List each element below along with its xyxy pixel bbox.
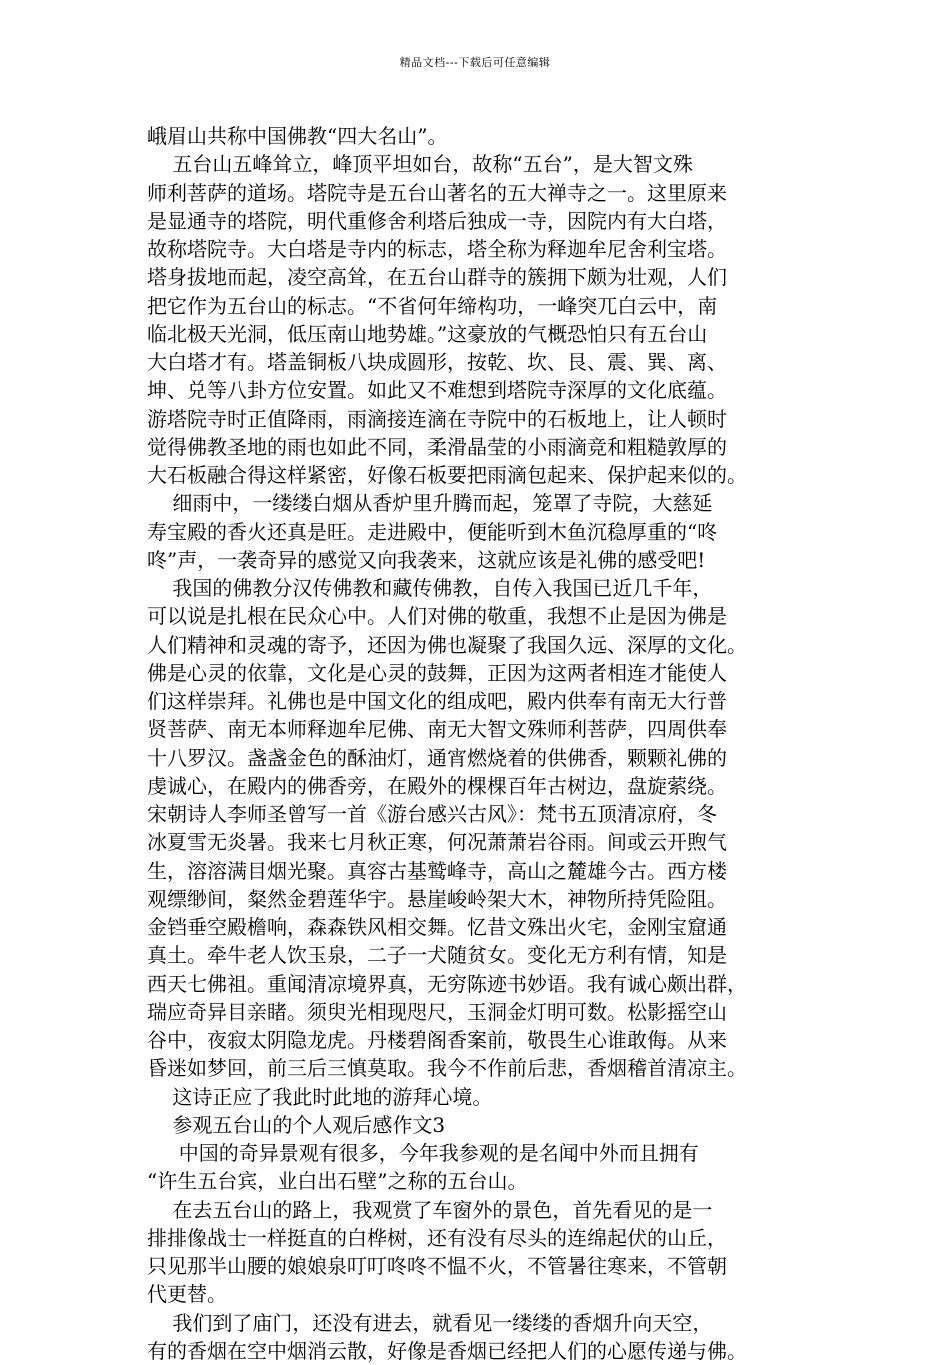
text-line: 金铛垂空殿檐响，森森铁风相交舞。忆昔文殊出火宅，金刚宝窟通 [147,915,727,939]
text-line: 咚”声，一袭奇异的感觉又向我袭来，这就应该是礼佛的感受吧! [147,547,706,572]
text-line: 师利菩萨的道场。塔院寺是五台山著名的五大禅寺之一。这里原来 [147,180,727,205]
text-line: 峨眉山共称中国佛教“四大名山”。 [147,124,448,148]
text-line: 在去五台山的路上，我观赏了车窗外的景色，首先看见的是一 [147,1197,713,1222]
text-line: 五台山五峰耸立，峰顶平坦如台，故称“五台”，是大智文殊 [147,152,693,177]
text-line: 寿宝殿的香火还真是旺。走进殿中，便能听到木鱼沉稳厚重的“咚 [147,519,718,544]
text-line: 中国的奇异景观有很多，今年我参观的是名闻中外而且拥有 [147,1141,699,1165]
text-line: 细雨中，一缕缕白烟从香炉里升腾而起，笼罩了寺院，大慈延 [147,491,713,516]
text-line: 们这样崇拜。礼佛也是中国文化的组成吧，殿内供奉有南无大行普 [147,689,727,713]
text-line: 生，溶溶满目烟光聚。真容古基鹫峰寺，高山之麓雄今古。西方楼 [147,858,727,883]
text-line: 游塔院寺时正值降雨，雨滴接连滴在寺院中的石板地上，让人顿时 [147,406,727,431]
text-line: 排排像战士一样挺直的白桦树，还有没有尽头的连绵起伏的山丘， [147,1225,727,1250]
text-line: 观缥缈间，粲然金碧莲华宇。悬崖峻岭架大木，神物所持凭险阻。 [147,886,727,911]
text-line: 临北极天光洞，低压南山地势雄。”这豪放的气概恐怕只有五台山 [147,321,708,346]
text-line: 是显通寺的塔院，明代重修舍利塔后独成一寺，因院内有大白塔， [147,208,727,233]
text-line: 贤菩萨、南无本师释迦牟尼佛、南无大智文殊师利菩萨，四周供奉 [147,717,727,742]
page-header: 精品文档---下载后可任意编辑 [399,56,551,69]
text-line: 大白塔才有。塔盖铜板八块成圆形，按乾、坎、艮、震、巽、离、 [147,350,727,374]
text-line: 这诗正应了我此时此地的游拜心境。 [147,1084,493,1109]
text-line: 十八罗汉。盏盏金色的酥油灯，通宵燃烧着的供佛香，颗颗礼佛的 [147,745,727,770]
text-line: 宋朝诗人李师圣曾写一首《游台感兴古风》：梵书五顶清凉府，冬 [147,802,717,826]
document-body [147,122,827,1365]
text-line: 我国的佛教分汉传佛教和藏传佛教，自传入我国已近几千年， [147,576,713,600]
text-line: 只见那半山腰的娘娘泉叮叮咚咚不愠不火，不管暑往寒来，不管朝 [147,1254,727,1278]
text-line: 真土。牵牛老人饮玉泉，二子一犬随贫女。变化无方利有情，知是 [147,943,727,968]
text-line: 佛是心灵的依靠，文化是心灵的鼓舞，正因为这两者相连才能使人 [147,660,727,685]
text-line: 塔身拔地而起，凌空高耸，在五台山群寺的簇拥下颇为壮观，人们 [147,265,727,290]
text-line: 谷中，夜寂太阴隐龙虎。丹楼碧阁香案前，敬畏生心谁敢侮。从来 [147,1028,727,1052]
text-line: 我们到了庙门，还没有进去，就看见一缕缕的香烟升向天空， [147,1310,713,1335]
text-line: 瑞应奇异目亲睹。须臾光相现咫尺，玉洞金灯明可数。松影摇空山 [147,999,727,1024]
text-line: “许生五台宾，业白出石壁”之称的五台山。 [147,1169,528,1194]
text-line: 虔诚心，在殿内的佛香旁，在殿外的棵棵百年古树边，盘旋萦绕。 [147,773,727,798]
text-line: 有的香烟在空中烟消云散，好像是香烟已经把人们的心愿传递与佛。 [147,1338,747,1363]
text-line: 把它作为五台山的标志。“不省何年缔构功，一峰突兀白云中，南 [147,293,718,318]
text-line: 坤、兑等八卦方位安置。如此又不难想到塔院寺深厚的文化底蕴。 [147,378,727,403]
text-line: 觉得佛教圣地的雨也如此不同，柔滑晶莹的小雨滴竞和粗糙敦厚的 [147,434,727,459]
text-line: 可以说是扎根在民众心中。人们对佛的敬重，我想不止是因为佛是 [147,604,727,629]
text-line: 参观五台山的个人观后感作文3 [147,1112,446,1137]
text-line: 昏迷如梦回，前三后三慎莫取。我今不作前后悲，香烟稽首清凉主。 [147,1056,747,1081]
text-line: 冰夏雪无炎暑。我来七月秋正寒，何况萧萧岩谷雨。间或云开煦气 [147,830,727,855]
text-line: 故称塔院寺。大白塔是寺内的标志，塔全称为释迦牟尼舍利宝塔。 [147,237,727,261]
text-line: 大石板融合得这样紧密，好像石板要把雨滴包起来、保护起来似的。 [147,463,747,487]
text-line: 人们精神和灵魂的寄予，还因为佛也凝聚了我国久远、深厚的文化。 [147,632,747,657]
text-line: 代更替。 [147,1282,227,1307]
text-line: 西天七佛祖。重闻清凉境界真，无穷陈迹书妙语。我有诚心颇出群， [147,971,747,996]
